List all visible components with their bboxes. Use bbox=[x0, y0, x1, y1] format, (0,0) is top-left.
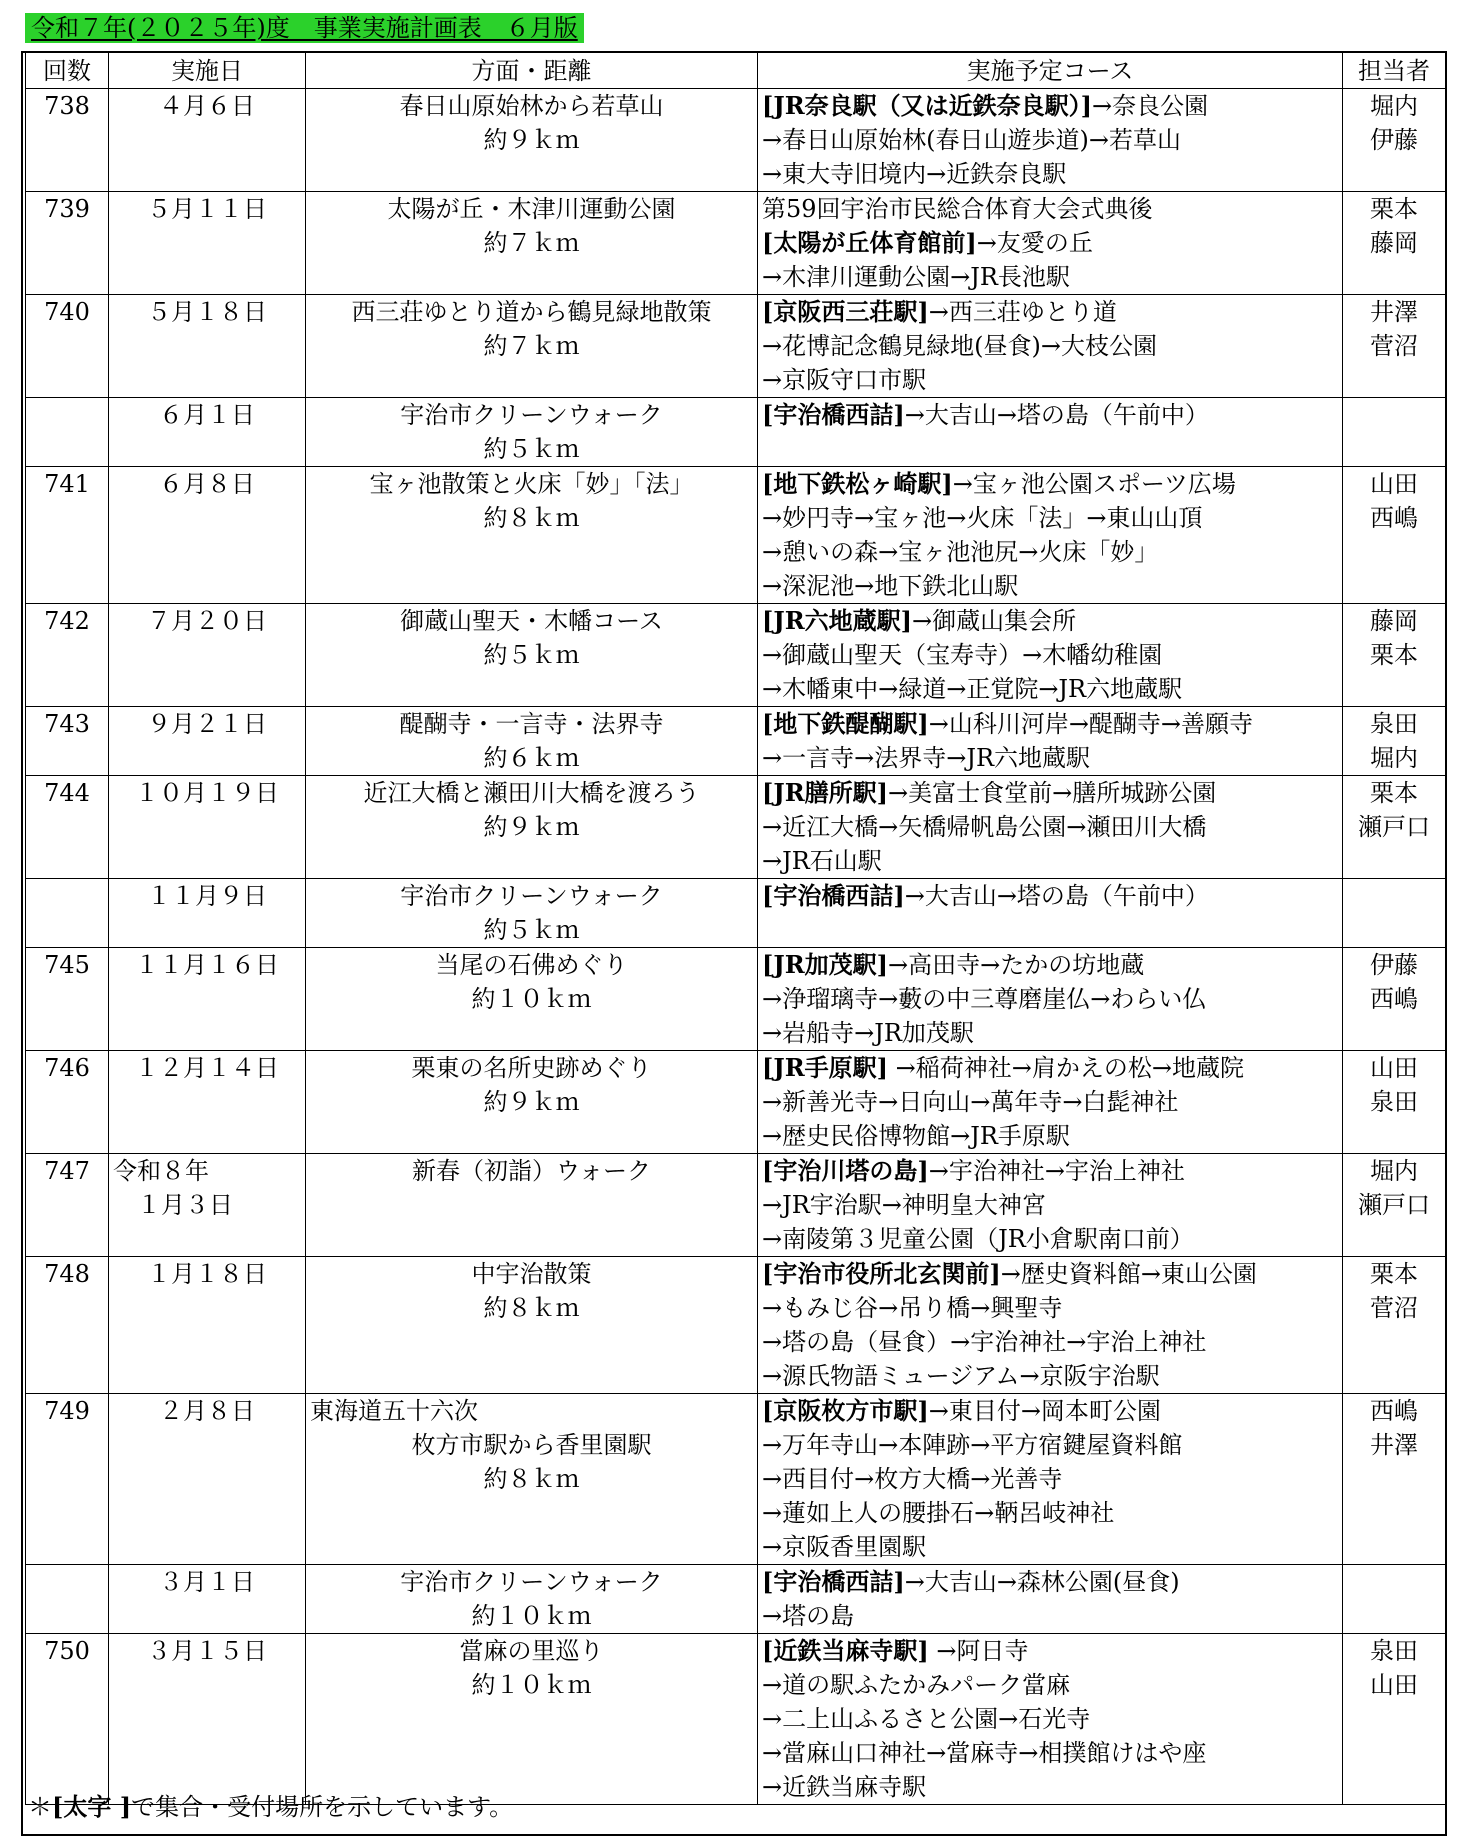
staff-name: 藤岡 bbox=[1370, 607, 1418, 635]
event-date bbox=[109, 707, 306, 776]
table-row bbox=[26, 295, 1446, 398]
staff bbox=[1343, 1394, 1446, 1565]
course-line bbox=[762, 1530, 1342, 1564]
course-text: →源氏物語ミュージアム→京阪宇治駅 bbox=[762, 1362, 1160, 1390]
course-line bbox=[762, 844, 1342, 878]
meeting-point: [宇治市役所北玄関前] bbox=[762, 1259, 1001, 1288]
course-text: →妙円寺→宝ヶ池→火床「法」→東山山頂 bbox=[762, 504, 1203, 532]
course-line bbox=[762, 1496, 1342, 1530]
footnote bbox=[28, 1790, 513, 1824]
area-distance bbox=[306, 776, 758, 879]
round-number: 748 bbox=[26, 1257, 109, 1394]
round-number: 743 bbox=[26, 707, 109, 776]
staff bbox=[1343, 879, 1446, 948]
course-line bbox=[762, 1394, 1342, 1428]
staff-name: 泉田 bbox=[1370, 1637, 1418, 1665]
area-distance bbox=[306, 89, 758, 192]
distance-text: 約１０ｋｍ bbox=[471, 1671, 592, 1699]
staff bbox=[1343, 1634, 1446, 1805]
course-line bbox=[762, 672, 1342, 706]
course-line bbox=[762, 1359, 1342, 1393]
staff-name: 栗本 bbox=[1370, 195, 1418, 223]
area-distance bbox=[306, 1565, 758, 1634]
meeting-point: [地下鉄松ヶ崎駅] bbox=[762, 469, 953, 498]
course-line bbox=[762, 1154, 1342, 1188]
course-line bbox=[762, 1051, 1342, 1085]
area-text: 宇治市クリーンウォーク bbox=[400, 1568, 663, 1596]
course-line bbox=[762, 1325, 1342, 1359]
course bbox=[758, 879, 1343, 948]
course-line bbox=[762, 810, 1342, 844]
round-number: 747 bbox=[26, 1154, 109, 1257]
course-line bbox=[762, 260, 1342, 294]
distance-text: 約８ｋｍ bbox=[483, 1465, 580, 1493]
course-text: →JR宇治駅→神明皇大神宮 bbox=[762, 1191, 1046, 1219]
round-number: 739 bbox=[26, 192, 109, 295]
staff-name: 山田 bbox=[1370, 1054, 1418, 1082]
round-number: 742 bbox=[26, 604, 109, 707]
course-line bbox=[762, 535, 1342, 569]
course bbox=[758, 398, 1343, 467]
area-distance bbox=[306, 1394, 758, 1565]
staff bbox=[1343, 604, 1446, 707]
staff-name: 山田 bbox=[1370, 470, 1418, 498]
event-date bbox=[109, 1257, 306, 1394]
course bbox=[758, 1394, 1343, 1565]
event-date bbox=[109, 879, 306, 948]
event-date-line: 令和８年 bbox=[113, 1157, 209, 1185]
staff-name: 堀内 bbox=[1370, 1157, 1418, 1185]
event-date-line: １１月９日 bbox=[147, 882, 267, 910]
course-text: →一言寺→法界寺→JR六地蔵駅 bbox=[762, 744, 1091, 772]
course-line bbox=[762, 1222, 1342, 1256]
course-text: →大吉山→塔の島（午前中） bbox=[904, 401, 1209, 429]
meeting-point: [宇治橋西詰] bbox=[762, 881, 905, 910]
course-text: →岩船寺→JR加茂駅 bbox=[762, 1019, 974, 1047]
course-line bbox=[762, 1257, 1342, 1291]
course-line bbox=[762, 123, 1342, 157]
course-line bbox=[762, 1291, 1342, 1325]
meeting-point: [JR膳所駅] bbox=[762, 778, 889, 807]
staff bbox=[1343, 1565, 1446, 1634]
table-row bbox=[26, 1565, 1446, 1634]
course bbox=[758, 295, 1343, 398]
event-date bbox=[109, 192, 306, 295]
area-distance bbox=[306, 467, 758, 604]
course-text: →深泥池→地下鉄北山駅 bbox=[762, 572, 1019, 600]
course-line bbox=[762, 982, 1342, 1016]
area-distance bbox=[306, 879, 758, 948]
table-row bbox=[26, 89, 1446, 192]
course-line bbox=[762, 1565, 1342, 1599]
course-line bbox=[762, 329, 1342, 363]
course-text: →南陵第３児童公園（JR小倉駅南口前） bbox=[762, 1225, 1194, 1253]
course-text: →春日山原始林(春日山遊歩道)→若草山 bbox=[762, 126, 1181, 154]
distance-text: 約８ｋｍ bbox=[483, 504, 580, 532]
round-number bbox=[26, 398, 109, 467]
area-text: 當麻の里巡り bbox=[459, 1637, 604, 1665]
event-date-line: ９月２１日 bbox=[147, 710, 267, 738]
course-text: →宝ヶ池公園スポーツ広場 bbox=[952, 470, 1236, 498]
meeting-point: [京阪西三荘駅] bbox=[762, 297, 929, 326]
event-date-line: ６月８日 bbox=[159, 470, 255, 498]
meeting-point: [JR奈良駅（又は近鉄奈良駅）] bbox=[762, 91, 1093, 120]
course-line bbox=[762, 1462, 1342, 1496]
area-text: 宝ヶ池散策と火床「妙」「法」 bbox=[369, 470, 694, 498]
header-date: 実施日 bbox=[109, 53, 306, 89]
area-distance bbox=[306, 1051, 758, 1154]
course bbox=[758, 89, 1343, 192]
event-date bbox=[109, 398, 306, 467]
meeting-point: [JR加茂駅] bbox=[762, 950, 889, 979]
course-line bbox=[762, 948, 1342, 982]
round-number: 746 bbox=[26, 1051, 109, 1154]
event-date-line: ４月６日 bbox=[159, 92, 255, 120]
staff-name: 菅沼 bbox=[1370, 1294, 1418, 1322]
distance-text: 約５ｋｍ bbox=[483, 641, 580, 669]
course-text: →東大寺旧境内→近鉄奈良駅 bbox=[762, 160, 1067, 188]
course-text: →山科川河岸→醍醐寺→善願寺 bbox=[928, 710, 1254, 738]
area-text: 当尾の石佛めぐり bbox=[435, 951, 628, 979]
course bbox=[758, 192, 1343, 295]
course-line bbox=[762, 776, 1342, 810]
distance-text: 約６ｋｍ bbox=[483, 744, 580, 772]
course-line bbox=[762, 1668, 1342, 1702]
header-round: 回数 bbox=[26, 53, 109, 89]
event-date-line: １１月１６日 bbox=[135, 951, 279, 979]
course-text: →高田寺→たかの坊地蔵 bbox=[888, 951, 1145, 979]
course-line bbox=[762, 157, 1342, 191]
staff bbox=[1343, 1051, 1446, 1154]
event-date bbox=[109, 1154, 306, 1257]
event-date-line: １２月１４日 bbox=[135, 1054, 279, 1082]
round-number bbox=[26, 879, 109, 948]
area-text: 中宇治散策 bbox=[471, 1260, 592, 1288]
distance-text: 約７ｋｍ bbox=[483, 332, 580, 360]
event-date bbox=[109, 948, 306, 1051]
course-line bbox=[762, 1119, 1342, 1153]
course-text: →木幡東中→緑道→正覚院→JR六地蔵駅 bbox=[762, 675, 1183, 703]
course-text: →阿日寺 bbox=[928, 1637, 1029, 1665]
course-line bbox=[762, 879, 1342, 913]
course bbox=[758, 776, 1343, 879]
course-text: →宇治神社→宇治上神社 bbox=[928, 1157, 1185, 1185]
course-text: →京阪守口市駅 bbox=[762, 366, 927, 394]
round-number: 750 bbox=[26, 1634, 109, 1805]
course-text: →友愛の丘 bbox=[976, 229, 1093, 257]
event-date bbox=[109, 1634, 306, 1805]
meeting-point: [太陽が丘体育館前] bbox=[762, 228, 977, 257]
course bbox=[758, 1634, 1343, 1805]
course-text: →美富士食堂前→膳所城跡公園 bbox=[888, 779, 1217, 807]
staff-name: 栗本 bbox=[1370, 641, 1418, 669]
course-text: →西目付→枚方大橋→光善寺 bbox=[762, 1465, 1063, 1493]
course-line bbox=[762, 1770, 1342, 1804]
round-number bbox=[26, 1565, 109, 1634]
staff-name: 瀬戸口 bbox=[1358, 813, 1430, 841]
course-line bbox=[762, 192, 1342, 226]
course-text: →二上山ふるさと公園→石光寺 bbox=[762, 1705, 1091, 1733]
event-date-line: ６月１日 bbox=[159, 401, 255, 429]
table-row bbox=[26, 879, 1446, 948]
course-line bbox=[762, 1188, 1342, 1222]
distance-text: 約１０ｋｍ bbox=[471, 1602, 592, 1630]
course-text: →万年寺山→本陣跡→平方宿鍵屋資料館 bbox=[762, 1431, 1183, 1459]
staff-name: 伊藤 bbox=[1370, 951, 1418, 979]
area-distance bbox=[306, 948, 758, 1051]
round-number: 738 bbox=[26, 89, 109, 192]
footnote-bold-sample: [太字 ] bbox=[52, 1792, 132, 1821]
event-date-line: ５月１１日 bbox=[147, 195, 267, 223]
distance-text: 約５ｋｍ bbox=[483, 435, 580, 463]
table-row bbox=[26, 604, 1446, 707]
area-distance bbox=[306, 192, 758, 295]
round-number: 749 bbox=[26, 1394, 109, 1565]
table-row bbox=[26, 1154, 1446, 1257]
distance-text: 約９ｋｍ bbox=[483, 1088, 580, 1116]
course-text: →もみじ谷→吊り橋→興聖寺 bbox=[762, 1294, 1063, 1322]
footnote-text: で集合・受付場所を示しています。 bbox=[131, 1793, 514, 1821]
meeting-point: [宇治川塔の島] bbox=[762, 1156, 929, 1185]
event-date bbox=[109, 295, 306, 398]
area-text: 近江大橋と瀬田川大橋を渡ろう bbox=[363, 779, 700, 807]
course-text: →當麻山口神社→當麻寺→相撲館けはや座 bbox=[762, 1739, 1207, 1767]
course bbox=[758, 948, 1343, 1051]
staff-name: 山田 bbox=[1370, 1671, 1418, 1699]
distance-text: 約５ｋｍ bbox=[483, 916, 580, 944]
course-text: →木津川運動公園→JR長池駅 bbox=[762, 263, 1070, 291]
course bbox=[758, 604, 1343, 707]
table-row bbox=[26, 1634, 1446, 1805]
area-distance bbox=[306, 604, 758, 707]
course-text: →新善光寺→日向山→萬年寺→白髭神社 bbox=[762, 1088, 1179, 1116]
distance-text: 約９ｋｍ bbox=[483, 126, 580, 154]
event-date-line: ５月１８日 bbox=[147, 298, 267, 326]
course-line bbox=[762, 1016, 1342, 1050]
meeting-point: [近鉄当麻寺駅] bbox=[762, 1636, 929, 1665]
area-text: 宇治市クリーンウォーク bbox=[400, 401, 663, 429]
event-date bbox=[109, 467, 306, 604]
table-row bbox=[26, 1051, 1446, 1154]
staff-name: 伊藤 bbox=[1370, 126, 1418, 154]
table-row bbox=[26, 948, 1446, 1051]
course-text: →御蔵山聖天（宝寿寺）→木幡幼稚園 bbox=[762, 641, 1163, 669]
staff bbox=[1343, 707, 1446, 776]
course bbox=[758, 707, 1343, 776]
staff bbox=[1343, 467, 1446, 604]
course bbox=[758, 1051, 1343, 1154]
course-text: 第59回宇治市民総合体育大会式典後 bbox=[762, 195, 1153, 223]
meeting-point: [地下鉄醍醐駅] bbox=[762, 709, 929, 738]
course-text: →道の駅ふたかみパーク當麻 bbox=[762, 1671, 1071, 1699]
staff-name: 井澤 bbox=[1370, 1431, 1418, 1459]
page-title: 令和７年(２０２５年)度 事業実施計画表 ６月版 bbox=[25, 13, 584, 43]
staff bbox=[1343, 1154, 1446, 1257]
course-text: →JR石山駅 bbox=[762, 847, 882, 875]
area-text: 東海道五十六次 bbox=[310, 1397, 478, 1425]
course-text: →奈良公園 bbox=[1092, 92, 1209, 120]
staff bbox=[1343, 776, 1446, 879]
meeting-point: [宇治橋西詰] bbox=[762, 1567, 905, 1596]
table-row bbox=[26, 1257, 1446, 1394]
round-number: 745 bbox=[26, 948, 109, 1051]
staff bbox=[1343, 295, 1446, 398]
staff-name: 西嶋 bbox=[1370, 1397, 1418, 1425]
staff-name: 西嶋 bbox=[1370, 504, 1418, 532]
meeting-point: [JR手原駅] bbox=[762, 1053, 889, 1082]
staff-name: 栗本 bbox=[1370, 1260, 1418, 1288]
course-line bbox=[762, 226, 1342, 260]
event-date bbox=[109, 1565, 306, 1634]
area-text: 宇治市クリーンウォーク bbox=[400, 882, 663, 910]
area-text: 醍醐寺・一言寺・法界寺 bbox=[399, 710, 664, 738]
distance-text: 約９ｋｍ bbox=[483, 813, 580, 841]
table-row bbox=[26, 1394, 1446, 1565]
course-text: →近鉄当麻寺駅 bbox=[762, 1773, 927, 1801]
course-line bbox=[762, 363, 1342, 397]
course-text: →近江大橋→矢橋帰帆島公園→瀬田川大橋 bbox=[762, 813, 1207, 841]
course-line bbox=[762, 501, 1342, 535]
course-line bbox=[762, 604, 1342, 638]
header-area-distance: 方面・距離 bbox=[306, 53, 758, 89]
course-line bbox=[762, 398, 1342, 432]
course bbox=[758, 1257, 1343, 1394]
header-staff: 担当者 bbox=[1343, 53, 1446, 89]
event-date bbox=[109, 776, 306, 879]
staff bbox=[1343, 948, 1446, 1051]
meeting-point: [JR六地蔵駅] bbox=[762, 606, 913, 635]
course-line bbox=[762, 707, 1342, 741]
course-line bbox=[762, 638, 1342, 672]
course-line bbox=[762, 1599, 1342, 1633]
area-text: 春日山原始林から若草山 bbox=[399, 92, 664, 120]
staff-name: 泉田 bbox=[1370, 1088, 1418, 1116]
area-distance bbox=[306, 1154, 758, 1257]
event-date-line: ３月１５日 bbox=[147, 1637, 267, 1665]
course-text: →塔の島（昼食）→宇治神社→宇治上神社 bbox=[762, 1328, 1207, 1356]
area-text: 御蔵山聖天・木幡コース bbox=[400, 607, 663, 635]
header-course: 実施予定コース bbox=[758, 53, 1343, 89]
area-distance bbox=[306, 295, 758, 398]
staff bbox=[1343, 192, 1446, 295]
staff-name: 栗本 bbox=[1370, 779, 1418, 807]
event-date-line: ２月８日 bbox=[159, 1397, 255, 1425]
course-line bbox=[762, 295, 1342, 329]
course bbox=[758, 467, 1343, 604]
staff-name: 瀬戸口 bbox=[1358, 1191, 1430, 1219]
course-text: →東目付→岡本町公園 bbox=[928, 1397, 1161, 1425]
distance-text: 約１０ｋｍ bbox=[471, 985, 592, 1013]
staff-name: 井澤 bbox=[1370, 298, 1418, 326]
area-text: 枚方市駅から香里園駅 bbox=[411, 1431, 652, 1459]
table-row bbox=[26, 467, 1446, 604]
meeting-point: [宇治橋西詰] bbox=[762, 400, 905, 429]
round-number: 744 bbox=[26, 776, 109, 879]
area-distance bbox=[306, 707, 758, 776]
course-line bbox=[762, 1085, 1342, 1119]
round-number: 740 bbox=[26, 295, 109, 398]
course-text: →浄瑠璃寺→藪の中三尊磨崖仏→わらい仏 bbox=[762, 985, 1207, 1013]
course-line bbox=[762, 89, 1342, 123]
event-date-line: ７月２０日 bbox=[147, 607, 267, 635]
course-text: →稲荷神社→肩かえの松→地蔵院 bbox=[888, 1054, 1244, 1082]
table-row bbox=[26, 192, 1446, 295]
course-text: →大吉山→森林公園(昼食) bbox=[904, 1568, 1180, 1596]
area-text: 栗東の名所史跡めぐり bbox=[411, 1054, 652, 1082]
staff bbox=[1343, 89, 1446, 192]
event-date bbox=[109, 604, 306, 707]
area-text: 西三荘ゆとり道から鶴見緑地散策 bbox=[351, 298, 712, 326]
course-text: →花博記念鶴見緑地(昼食)→大枝公園 bbox=[762, 332, 1157, 360]
course-line bbox=[762, 741, 1342, 775]
staff-name: 泉田 bbox=[1370, 710, 1418, 738]
course-line bbox=[762, 1634, 1342, 1668]
distance-text: 約８ｋｍ bbox=[483, 1294, 580, 1322]
staff bbox=[1343, 1257, 1446, 1394]
course bbox=[758, 1565, 1343, 1634]
schedule-table bbox=[25, 52, 1446, 1805]
area-distance bbox=[306, 398, 758, 467]
course bbox=[758, 1154, 1343, 1257]
distance-text: 約７ｋｍ bbox=[483, 229, 580, 257]
table-row bbox=[26, 776, 1446, 879]
course-line bbox=[762, 467, 1342, 501]
staff bbox=[1343, 398, 1446, 467]
area-text: 太陽が丘・木津川運動公園 bbox=[387, 195, 676, 223]
event-date-line: １０月１９日 bbox=[135, 779, 279, 807]
course-line bbox=[762, 569, 1342, 603]
course-text: →西三荘ゆとり道 bbox=[928, 298, 1117, 326]
staff-name: 西嶋 bbox=[1370, 985, 1418, 1013]
course-text: →京阪香里園駅 bbox=[762, 1533, 927, 1561]
event-date-line: １月３日 bbox=[113, 1191, 233, 1219]
course-text: →歴史民俗博物館→JR手原駅 bbox=[762, 1122, 1070, 1150]
area-distance bbox=[306, 1257, 758, 1394]
staff-name: 堀内 bbox=[1370, 744, 1418, 772]
area-text: 新春（初詣）ウォーク bbox=[411, 1157, 652, 1185]
staff-name: 堀内 bbox=[1370, 92, 1418, 120]
event-date bbox=[109, 89, 306, 192]
table-row bbox=[26, 707, 1446, 776]
event-date bbox=[109, 1394, 306, 1565]
round-number: 741 bbox=[26, 467, 109, 604]
course-text: →御蔵山集会所 bbox=[912, 607, 1077, 635]
course-line bbox=[762, 1736, 1342, 1770]
meeting-point: [京阪枚方市駅] bbox=[762, 1396, 929, 1425]
area-distance bbox=[306, 1634, 758, 1805]
event-date-line: １月１８日 bbox=[147, 1260, 267, 1288]
header-row bbox=[26, 53, 1446, 89]
footnote-prefix: ＊ bbox=[28, 1793, 52, 1821]
course-line bbox=[762, 1702, 1342, 1736]
course-line bbox=[762, 1428, 1342, 1462]
course-text: →大吉山→塔の島（午前中） bbox=[904, 882, 1209, 910]
staff-name: 藤岡 bbox=[1370, 229, 1418, 257]
course-text: →憩いの森→宝ヶ池池尻→火床「妙」 bbox=[762, 538, 1159, 566]
staff-name: 菅沼 bbox=[1370, 332, 1418, 360]
course-text: →蓮如上人の腰掛石→鞆呂岐神社 bbox=[762, 1499, 1115, 1527]
course-text: →塔の島 bbox=[762, 1602, 855, 1630]
course-text: →歴史資料館→東山公園 bbox=[1000, 1260, 1257, 1288]
event-date-line: ３月１日 bbox=[159, 1568, 255, 1596]
event-date bbox=[109, 1051, 306, 1154]
table-row bbox=[26, 398, 1446, 467]
